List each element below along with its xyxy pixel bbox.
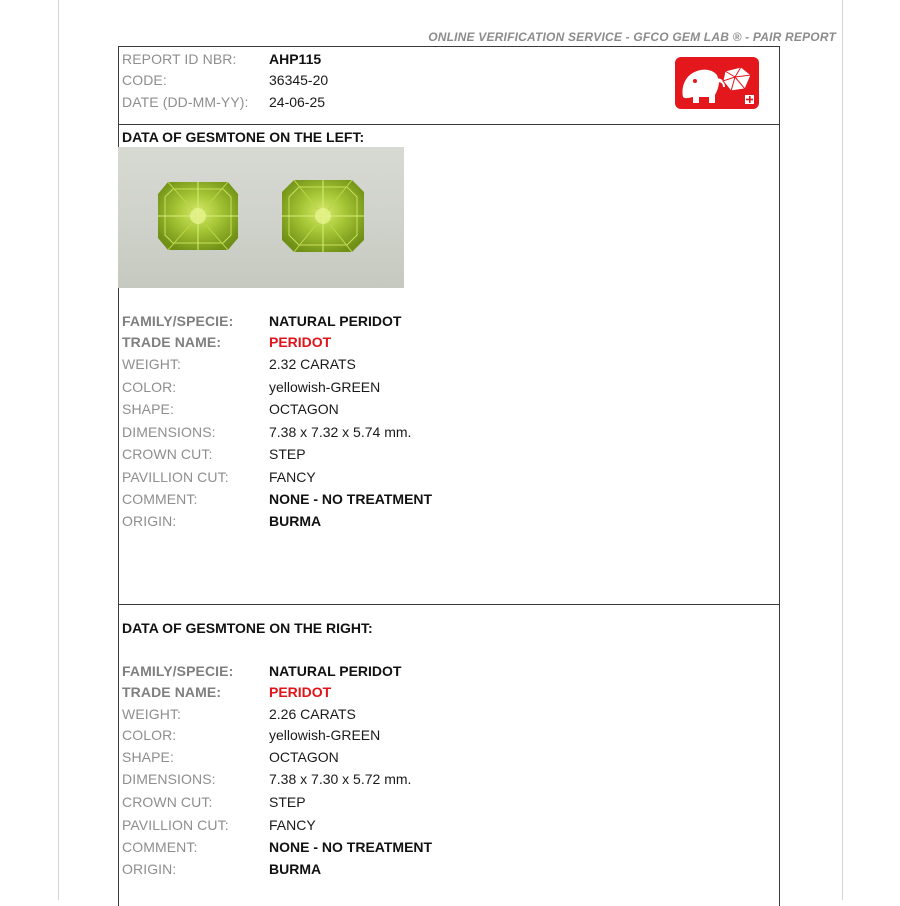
header-divider <box>118 124 780 125</box>
right-comment-label: COMMENT: <box>122 839 198 855</box>
right-section-title: DATA OF GESMTONE ON THE RIGHT: <box>122 620 373 636</box>
right-color-value: yellowish-GREEN <box>269 727 381 743</box>
right-weight-label: WEIGHT: <box>122 706 182 722</box>
right-trade-value: PERIDOT <box>269 684 332 700</box>
left-color-value: yellowish-GREEN <box>269 379 381 395</box>
elephant-gem-logo-icon <box>675 57 759 109</box>
gemstone-pair-image <box>118 147 404 288</box>
left-origin-value: BURMA <box>269 513 322 529</box>
right-dimensions-label: DIMENSIONS: <box>122 771 216 787</box>
right-shape-value: OCTAGON <box>269 749 339 765</box>
left-family-label: FAMILY/SPECIE: <box>122 313 234 329</box>
right-weight-value: 2.26 CARATS <box>269 706 356 722</box>
left-crown-label: CROWN CUT: <box>122 446 213 462</box>
left-comment-value: NONE - NO TREATMENT <box>269 491 433 507</box>
right-gem-icon <box>282 180 364 252</box>
right-origin-label: ORIGIN: <box>122 861 177 877</box>
gemstone-photo <box>118 147 404 288</box>
service-title: ONLINE VERIFICATION SERVICE - GFCO GEM LAB ® - PAIR REPORT <box>428 30 836 44</box>
right-origin-value: BURMA <box>269 861 322 877</box>
left-gem-icon <box>158 182 238 250</box>
right-trade-label: TRADE NAME: <box>122 684 222 700</box>
right-crown-value: STEP <box>269 794 306 810</box>
left-weight-value: 2.32 CARATS <box>269 356 356 372</box>
left-section-title: DATA OF GESMTONE ON THE LEFT: <box>122 129 365 145</box>
left-dimensions-label: DIMENSIONS: <box>122 424 216 440</box>
right-shape-label: SHAPE: <box>122 749 174 765</box>
left-pavillion-label: PAVILLION CUT: <box>122 469 229 485</box>
left-crown-value: STEP <box>269 446 306 462</box>
report-id-label: REPORT ID NBR: <box>122 51 237 67</box>
right-pavillion-label: PAVILLION CUT: <box>122 817 229 833</box>
right-pavillion-value: FANCY <box>269 817 316 833</box>
right-color-label: COLOR: <box>122 727 177 743</box>
left-dimensions-value: 7.38 x 7.32 x 5.74 mm. <box>269 424 412 440</box>
right-family-label: FAMILY/SPECIE: <box>122 663 234 679</box>
report-id-value: AHP115 <box>269 51 322 67</box>
right-crown-label: CROWN CUT: <box>122 794 213 810</box>
right-family-value: NATURAL PERIDOT <box>269 663 402 679</box>
date-label: DATE (DD-MM-YY): <box>122 94 249 110</box>
right-dimensions-value: 7.38 x 7.30 x 5.72 mm. <box>269 771 412 787</box>
left-shape-value: OCTAGON <box>269 401 339 417</box>
code-value: 36345-20 <box>269 72 329 88</box>
left-origin-label: ORIGIN: <box>122 513 177 529</box>
left-weight-label: WEIGHT: <box>122 356 182 372</box>
left-pavillion-value: FANCY <box>269 469 316 485</box>
code-label: CODE: <box>122 72 167 88</box>
left-trade-value: PERIDOT <box>269 334 332 350</box>
right-comment-value: NONE - NO TREATMENT <box>269 839 433 855</box>
left-family-value: NATURAL PERIDOT <box>269 313 402 329</box>
section-divider <box>118 604 780 605</box>
left-color-label: COLOR: <box>122 379 177 395</box>
left-trade-label: TRADE NAME: <box>122 334 222 350</box>
left-comment-label: COMMENT: <box>122 491 198 507</box>
date-value: 24-06-25 <box>269 94 326 110</box>
left-shape-label: SHAPE: <box>122 401 174 417</box>
